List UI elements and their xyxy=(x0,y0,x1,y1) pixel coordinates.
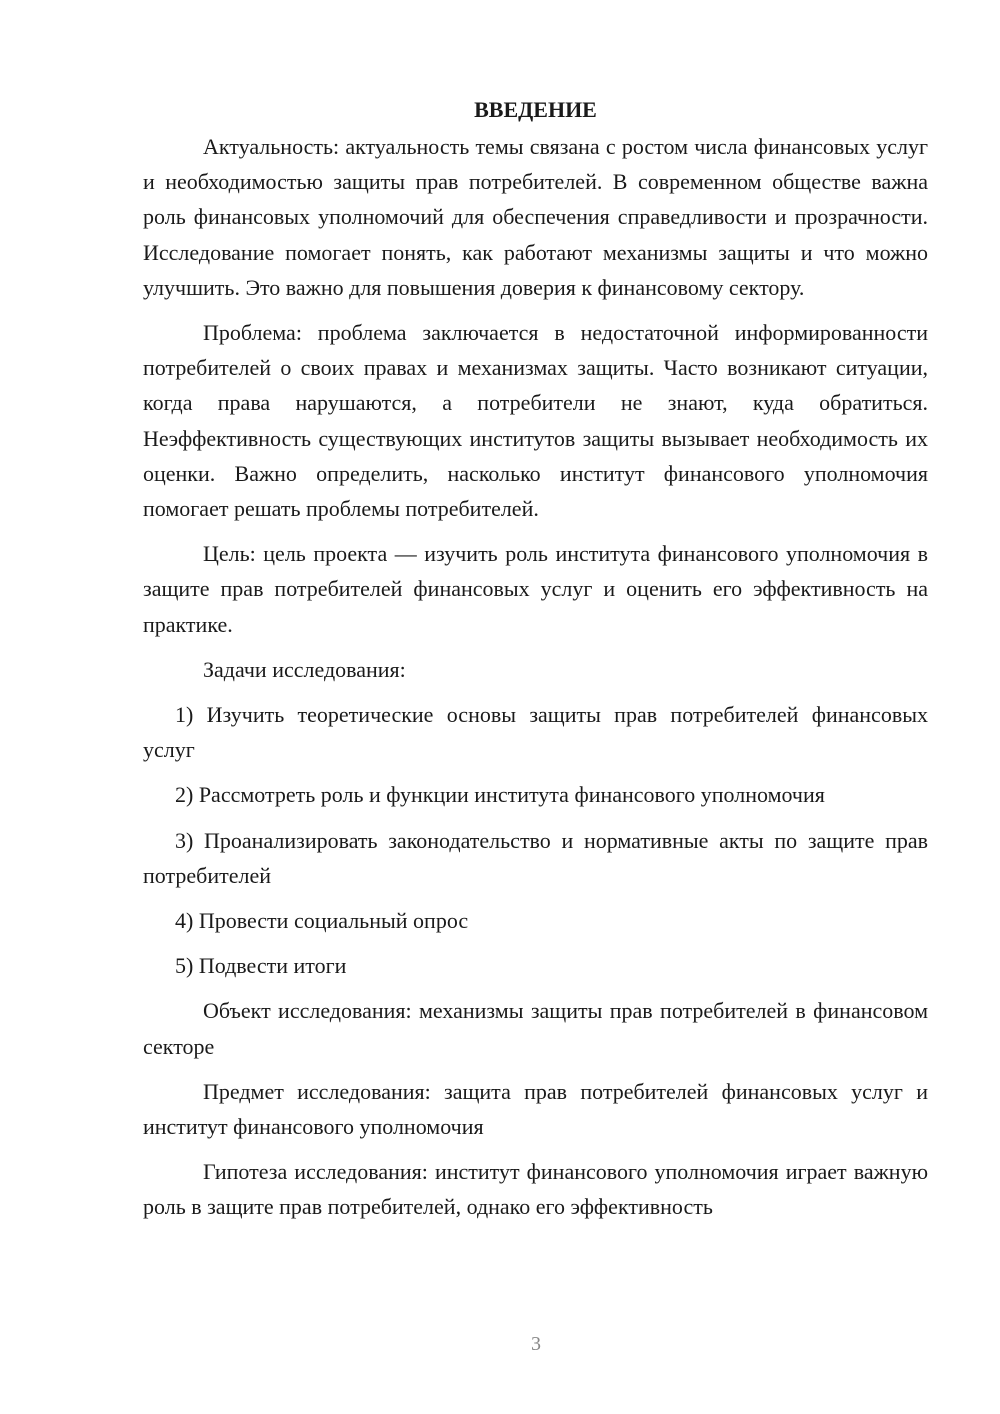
relevance-paragraph: Актуальность: актуальность темы связана с ростом числа финансовых услуг и необходимостью защиты прав потребителей. В современном обществе важна роль финансовых уполномочий для обеспечения справедливости и прозрачности. Исследование помогает понять, как работают механизмы защиты и что можно улучшить. Это важно для повышения доверия к финансовому сектору. xyxy=(143,134,928,300)
subject-paragraph: Предмет исследования: защита прав потребителей финансовых услуг и институт финансового уполномочия xyxy=(143,1078,928,1140)
task-item-5: 5) Подвести итоги xyxy=(175,953,347,979)
task-item-3: 3) Проанализировать законодательство и нормативные акты по защите прав потребителей xyxy=(143,827,928,888)
task-item-2: 2) Рассмотреть роль и функции института финансового уполномочия xyxy=(175,782,825,808)
tasks-heading: Задачи исследования: xyxy=(203,656,406,682)
goal-paragraph: Цель: цель проекта — изучить роль института финансового уполномочия в защите прав потребителей финансовых услуг и оценить его эффективность на практике. xyxy=(143,541,928,637)
object-paragraph: Объект исследования: механизмы защиты прав потребителей в финансовом секторе xyxy=(143,998,928,1059)
task-item-4: 4) Провести социальный опрос xyxy=(175,908,469,934)
hypothesis-paragraph: Гипотеза исследования: институт финансового уполномочия играет важную роль в защите прав потребителей, однако его эффективность xyxy=(143,1159,928,1220)
page-number: 3 xyxy=(531,1333,541,1355)
task-item-1: 1) Изучить теоретические основы защиты прав потребителей финансовых услуг xyxy=(143,702,928,763)
document-page xyxy=(143,92,928,1235)
section-heading: ВВЕДЕНИЕ xyxy=(474,97,597,122)
problem-paragraph: Проблема: проблема заключается в недостаточной информированности потребителей о своих правах и механизмах защиты. Часто возникают ситуации, когда права нарушаются, а потребители не знают, куда обратиться. Неэффективность существующих институтов защиты вызывает необходимость их оценки. Важно определить, насколько институт финансового уполномочия помогает решать проблемы потребителей. xyxy=(143,320,928,522)
